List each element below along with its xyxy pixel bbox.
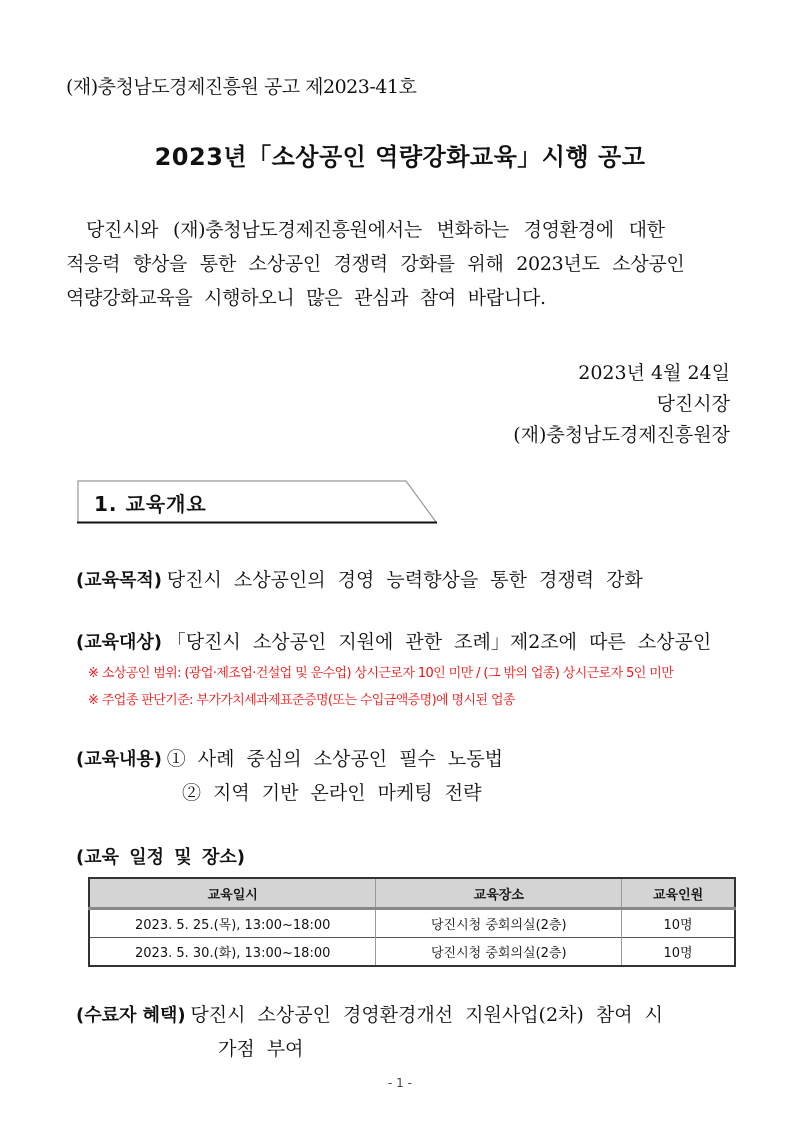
table-cell: 당진시청 중회의실(2층) (376, 938, 622, 967)
table-cell: 2023. 5. 25.(목), 13:00~18:00 (89, 909, 376, 938)
table-header-row (89, 878, 735, 909)
target-note: ※ 주업종 판단기준: 부가가치세과제표준증명(또는 수입금액증명)에 명시된 업종 (88, 693, 515, 708)
column-header: 교육인원 (622, 878, 735, 909)
column-header: 교육장소 (376, 878, 622, 909)
purpose-label: (교육목적) (76, 570, 163, 591)
notice-number: (재)충청남도경제진흥원 공고 제2023-41호 (66, 76, 417, 98)
table-cell: 2023. 5. 30.(화), 13:00~18:00 (89, 938, 376, 967)
table-row (89, 938, 735, 967)
issuer-mayor: 당진시장 (656, 393, 730, 415)
schedule-table (88, 877, 736, 967)
signature-block (513, 358, 730, 451)
education-content (76, 744, 503, 771)
content-label: (교육내용) (76, 749, 163, 770)
education-target (76, 627, 711, 654)
section-heading: 1. 교육개요 (94, 492, 207, 516)
table-cell: 10명 (622, 938, 735, 967)
table-cell: 10명 (622, 909, 735, 938)
benefit-text-continued: 가점 부여 (218, 1038, 304, 1060)
document-title: 2023년「소상공인 역량강화교육」시행 공고 (154, 143, 646, 171)
target-note: ※ 소상공인 범위: (광업·제조업·건설업 및 운수업) 상시근로자 10인 미만 / (그 밖의 업종) 상시근로자 5인 미만 (88, 666, 674, 681)
purpose-text: 당진시 소상공인의 경영 능력향상을 통한 경쟁력 강화 (166, 569, 643, 591)
education-purpose (76, 565, 643, 592)
section-heading-box (77, 480, 437, 522)
content-item: ① 사례 중심의 소상공인 필수 노동법 (166, 748, 503, 770)
benefit-label: (수료자 혜택) (76, 1005, 186, 1026)
issue-date: 2023년 4월 24일 (578, 362, 730, 384)
target-text: 「당진시 소상공인 지원에 관한 조례」제2조에 따른 소상공인 (166, 631, 712, 653)
table-cell: 당진시청 중회의실(2층) (376, 909, 622, 938)
column-header: 교육일시 (89, 878, 376, 909)
intro-paragraph (66, 213, 736, 315)
issuer-agency: (재)충청남도경제진흥원장 (513, 424, 730, 446)
benefit-text: 당진시 소상공인 경영환경개선 지원사업(2차) 참여 시 (190, 1004, 663, 1026)
target-label: (교육대상) (76, 632, 163, 653)
schedule-label: (교육 일정 및 장소) (76, 847, 245, 868)
intro-line: 적응력 향상을 통한 소상공인 경쟁력 강화를 위해 2023년도 소상공인 (66, 253, 685, 275)
content-item: ② 지역 기반 온라인 마케팅 전략 (182, 782, 482, 804)
page-number: - 1 - (388, 1076, 412, 1090)
intro-line: 역량강화교육을 시행하오니 많은 관심과 참여 바랍니다. (66, 287, 546, 309)
intro-line: 당진시와 (재)충청남도경제진흥원에서는 변화하는 경영환경에 대한 (86, 219, 665, 241)
table-row (89, 909, 735, 938)
graduate-benefit (76, 1000, 663, 1027)
